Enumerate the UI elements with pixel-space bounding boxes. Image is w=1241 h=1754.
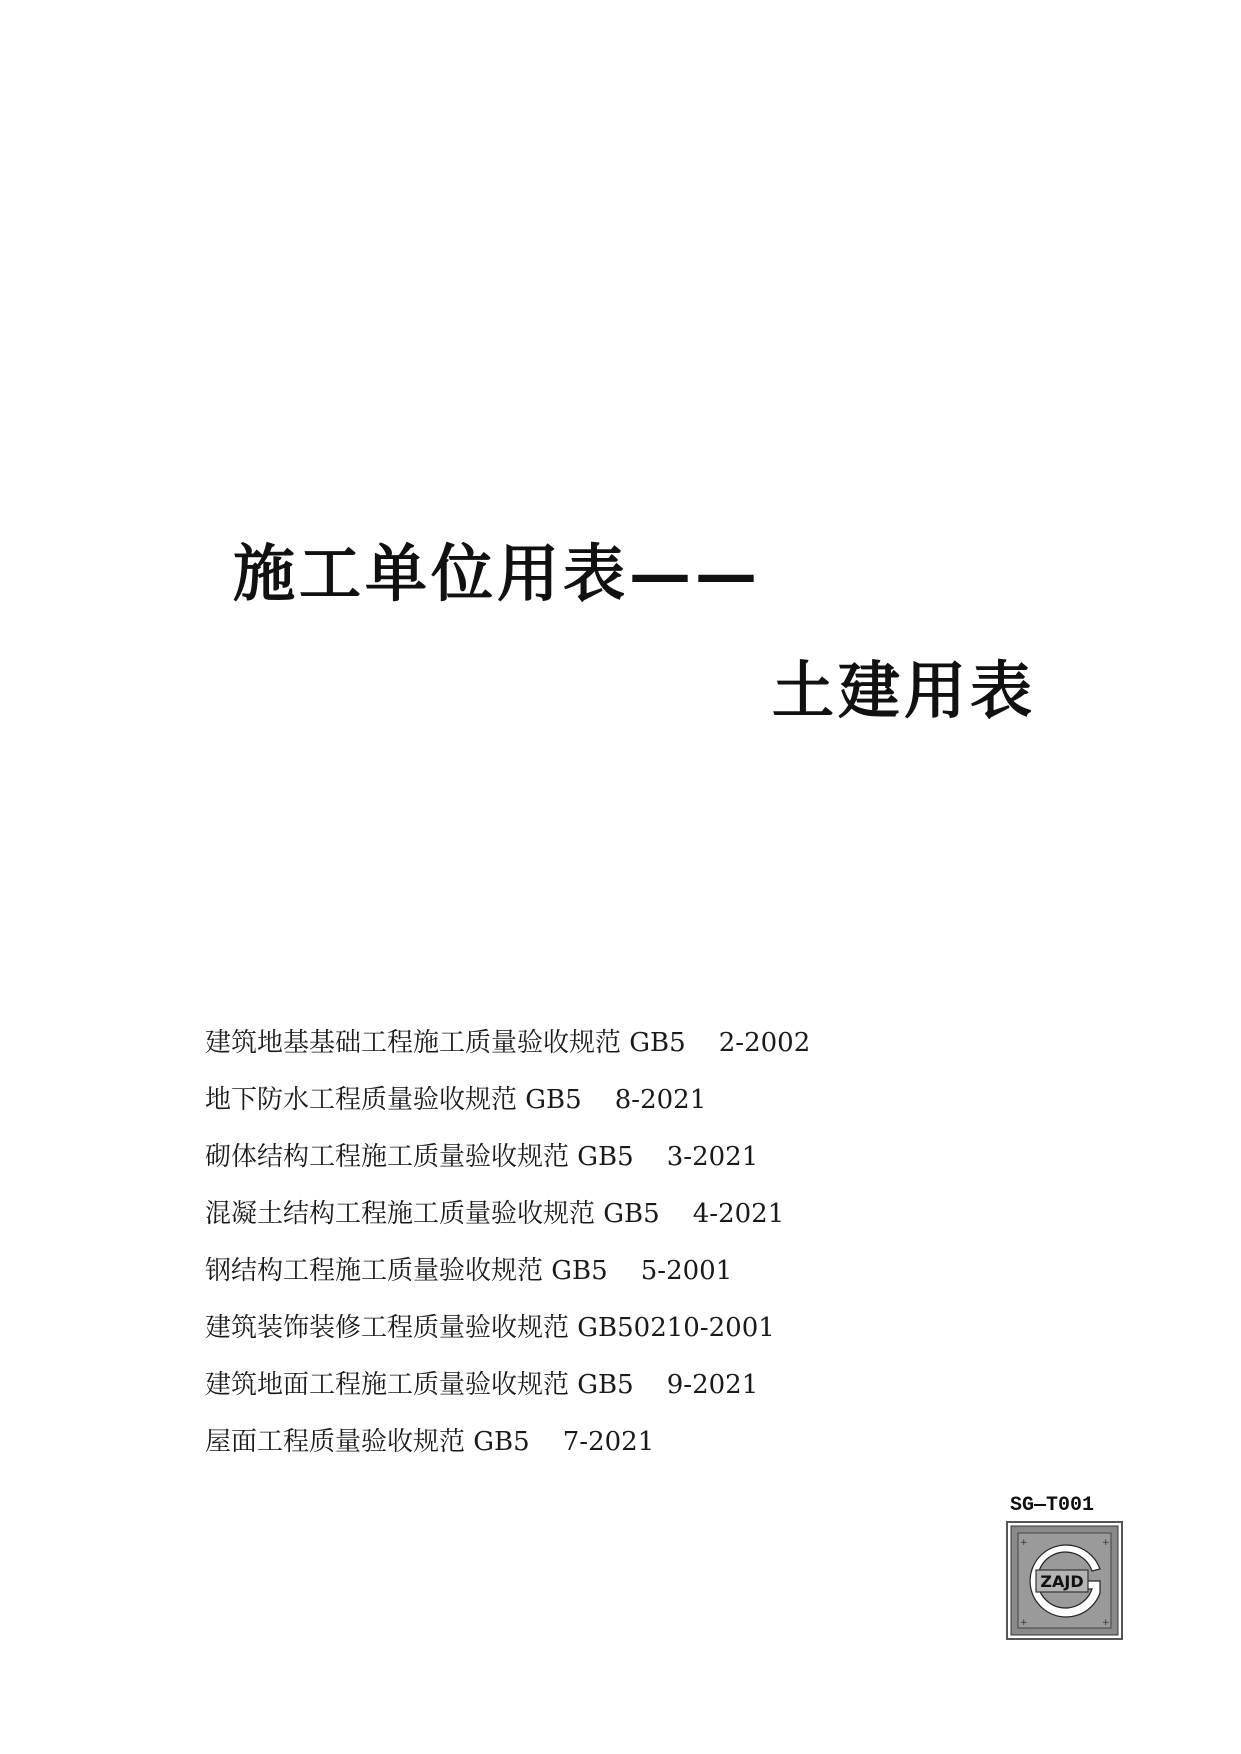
spec-item: 建筑装饰装修工程质量验收规范 GB50210-2001 [205,1313,775,1343]
svg-text:+: + [1102,1538,1110,1548]
spec-item: 建筑地基基础工程施工质量验收规范 GB5 2-2002 [205,1028,811,1058]
spec-item: 屋面工程质量验收规范 GB5 7-2021 [205,1427,655,1457]
spec-item: 砌体结构工程施工质量验收规范 GB5 3-2021 [205,1142,759,1172]
spec-item: 地下防水工程质量验收规范 GB5 8-2021 [205,1085,707,1115]
form-code: SG—T001 [1010,1494,1095,1517]
svg-text:ZAJD: ZAJD [1040,1572,1084,1591]
zajd-logo-icon [1006,1521,1123,1640]
spec-item: 钢结构工程施工质量验收规范 GB5 5-2001 [205,1256,733,1286]
svg-text:+: + [1020,1618,1028,1628]
svg-text:+: + [1020,1538,1028,1548]
specification-list [205,1015,810,1471]
spec-item: 混凝土结构工程施工质量验收规范 GB5 4-2021 [205,1199,785,1229]
spec-item: 建筑地面工程施工质量验收规范 GB5 9-2021 [205,1370,759,1400]
svg-text:+: + [1102,1618,1110,1628]
page-title-line-1: 施工单位用表—— [233,537,762,610]
page-title-line-2: 土建用表 [772,654,1037,727]
